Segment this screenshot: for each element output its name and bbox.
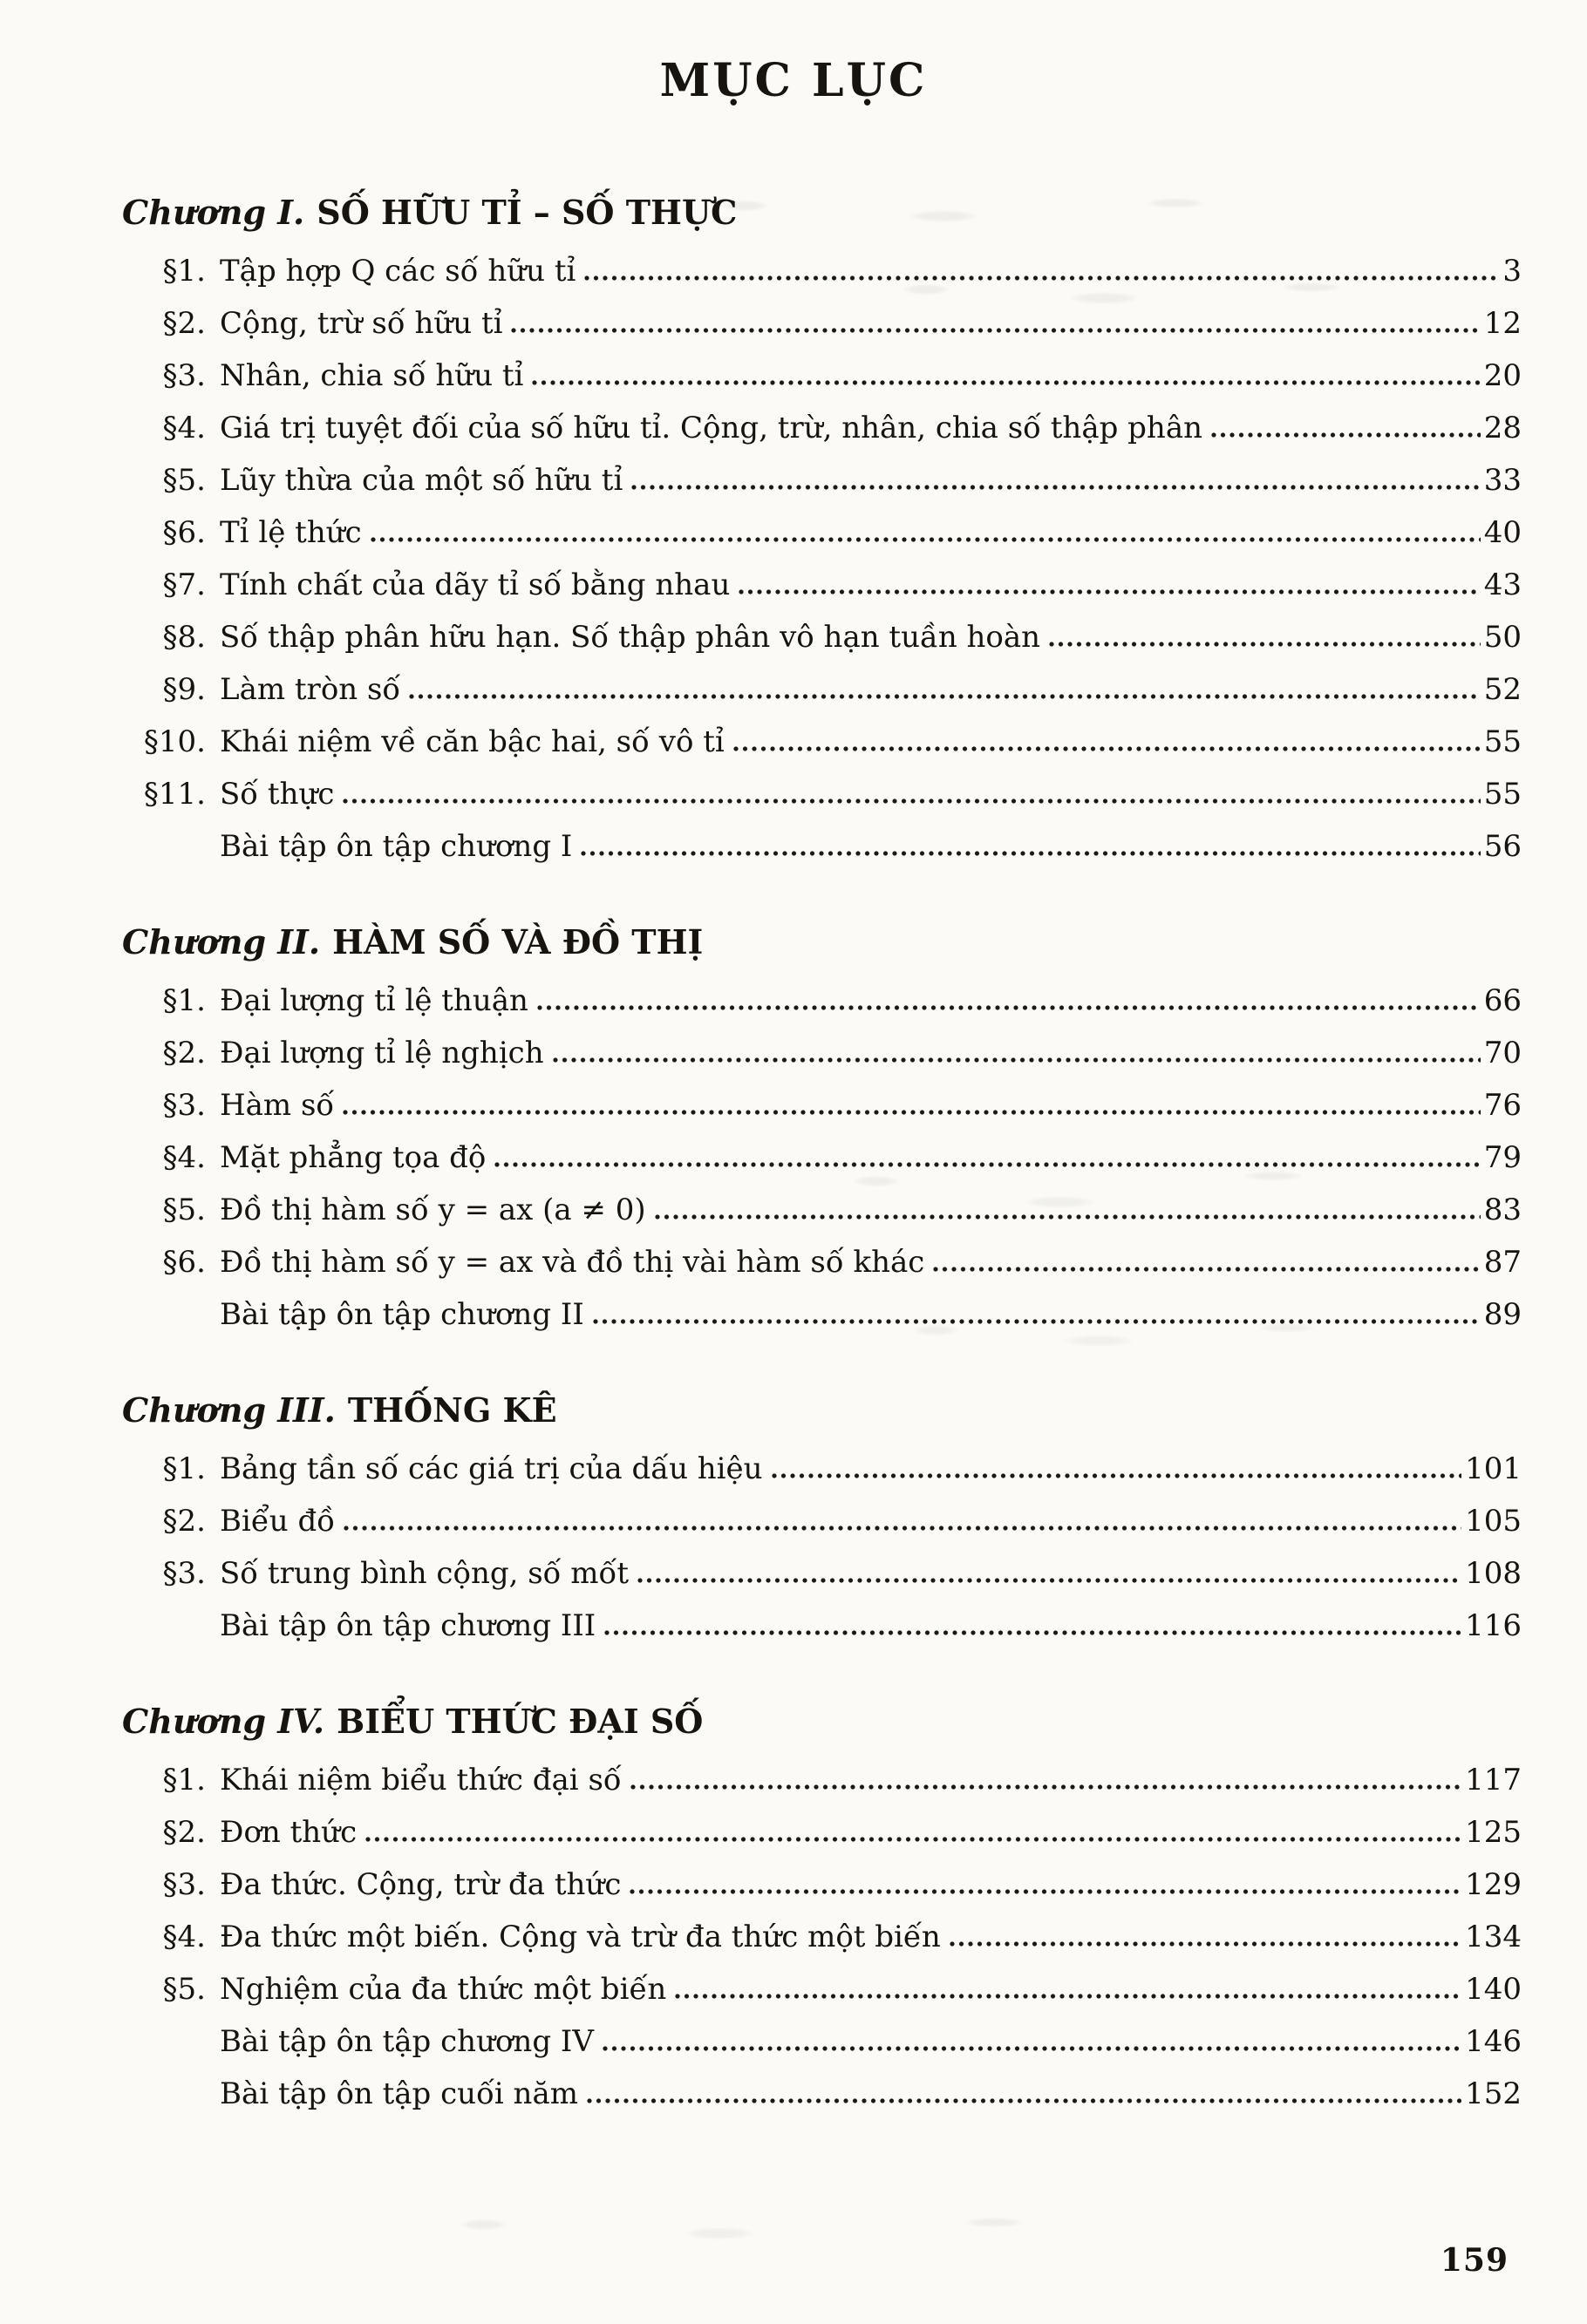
dot-leader bbox=[772, 1473, 1462, 1478]
chapter-heading bbox=[122, 191, 1522, 234]
toc-entry bbox=[122, 716, 1522, 768]
toc-entry bbox=[122, 611, 1522, 663]
entry-page-number: 108 bbox=[1465, 1556, 1522, 1591]
entry-page-number: 134 bbox=[1465, 1920, 1522, 1954]
entry-section-number: §4. bbox=[162, 1140, 206, 1175]
entry-section-number: §4. bbox=[162, 1920, 206, 1954]
entry-page-number: 66 bbox=[1483, 983, 1522, 1018]
dot-leader bbox=[343, 1110, 1481, 1115]
entry-page-number: 55 bbox=[1483, 724, 1522, 759]
entry-page-number: 117 bbox=[1465, 1763, 1522, 1797]
dot-leader bbox=[675, 1994, 1461, 1999]
entry-page-number: 55 bbox=[1483, 777, 1522, 812]
chapter-heading bbox=[122, 921, 1522, 964]
entry-page-number: 20 bbox=[1483, 358, 1522, 393]
toc-chapter bbox=[122, 1389, 1522, 1652]
toc-chapters bbox=[122, 191, 1522, 2120]
toc-entry bbox=[122, 1288, 1522, 1341]
toc-entry bbox=[122, 663, 1522, 716]
entry-section-number: §2. bbox=[162, 306, 206, 341]
dot-leader bbox=[630, 1784, 1461, 1790]
toc-entry bbox=[122, 1547, 1522, 1600]
entry-page-number: 12 bbox=[1483, 306, 1522, 341]
entry-page-number: 40 bbox=[1483, 515, 1522, 550]
toc-entry bbox=[122, 350, 1522, 402]
dot-leader bbox=[532, 380, 1480, 385]
dot-leader bbox=[553, 1057, 1481, 1063]
entry-section-number: §3. bbox=[162, 358, 206, 393]
toc-chapter bbox=[122, 1700, 1522, 2120]
chapter-heading bbox=[122, 1389, 1522, 1432]
chapter-entries bbox=[122, 1443, 1522, 1652]
entry-title: Đại lượng tỉ lệ thuận bbox=[220, 983, 528, 1018]
entry-title: Đa thức một biến. Cộng và trừ đa thức một biến bbox=[220, 1920, 941, 1954]
toc-entry bbox=[122, 1911, 1522, 1963]
dot-leader bbox=[604, 1630, 1461, 1635]
toc-chapter bbox=[122, 191, 1522, 873]
entry-section-number: §5. bbox=[162, 463, 206, 498]
entry-title: Làm tròn số bbox=[220, 672, 401, 707]
scan-smudge bbox=[366, 2207, 1151, 2251]
entry-page-number: 79 bbox=[1483, 1140, 1522, 1175]
dot-leader bbox=[593, 1319, 1481, 1324]
dot-leader bbox=[733, 746, 1481, 751]
entry-title: Bài tập ôn tập chương IV bbox=[220, 2024, 594, 2059]
toc-entry bbox=[122, 1859, 1522, 1911]
chapter-title: HÀM SỐ VÀ ĐỒ THỊ bbox=[332, 922, 704, 962]
dot-leader bbox=[371, 537, 1481, 542]
entry-section-number: §3. bbox=[162, 1088, 206, 1123]
toc-entry bbox=[122, 1027, 1522, 1079]
entry-section-number: §3. bbox=[162, 1556, 206, 1591]
entry-section-number: §2. bbox=[162, 1815, 206, 1850]
toc-entry bbox=[122, 975, 1522, 1027]
toc-entry bbox=[122, 297, 1522, 350]
entry-title: Bài tập ôn tập chương II bbox=[220, 1297, 584, 1332]
entry-title: Nhân, chia số hữu tỉ bbox=[220, 358, 524, 393]
toc-entry bbox=[122, 1184, 1522, 1236]
toc-chapter bbox=[122, 921, 1522, 1341]
toc-entry bbox=[122, 1754, 1522, 1806]
entry-section-number: §1. bbox=[162, 1763, 206, 1797]
entry-section-number: §6. bbox=[162, 515, 206, 550]
entry-title: Giá trị tuyệt đối của số hữu tỉ. Cộng, trừ, nhân, chia số thập phân bbox=[220, 411, 1202, 445]
entry-title: Bài tập ôn tập chương III bbox=[220, 1608, 596, 1643]
entry-page-number: 52 bbox=[1483, 672, 1522, 707]
toc-entry bbox=[122, 2015, 1522, 2068]
entry-page-number: 50 bbox=[1483, 620, 1522, 655]
entry-page-number: 125 bbox=[1465, 1815, 1522, 1850]
toc-page bbox=[0, 54, 1587, 2324]
entry-title: Tính chất của dãy tỉ số bằng nhau bbox=[220, 567, 731, 602]
toc-entry bbox=[122, 1495, 1522, 1547]
chapter-label: Chương I. bbox=[122, 193, 305, 232]
entry-page-number: 146 bbox=[1465, 2024, 1522, 2059]
chapter-label: Chương III. bbox=[122, 1390, 336, 1430]
dot-leader bbox=[739, 589, 1480, 595]
dot-leader bbox=[933, 1267, 1480, 1272]
entry-title: Mặt phẳng tọa độ bbox=[220, 1140, 487, 1175]
entry-page-number: 83 bbox=[1483, 1193, 1522, 1227]
entry-section-number: §1. bbox=[162, 983, 206, 1018]
entry-section-number: §5. bbox=[162, 1193, 206, 1227]
dot-leader bbox=[537, 1005, 1481, 1010]
toc-entry bbox=[122, 454, 1522, 506]
footer-page-number: 159 bbox=[1440, 2242, 1509, 2279]
entry-title: Đa thức. Cộng, trừ đa thức bbox=[220, 1867, 622, 1902]
chapter-heading bbox=[122, 1700, 1522, 1743]
chapter-title: THỐNG KÊ bbox=[347, 1390, 557, 1430]
dot-leader bbox=[637, 1578, 1461, 1583]
dot-leader bbox=[950, 1941, 1461, 1947]
entry-section-number: §6. bbox=[162, 1245, 206, 1280]
entry-page-number: 152 bbox=[1465, 2076, 1522, 2111]
page-title: MỤC LỤC bbox=[659, 54, 928, 107]
entry-title: Đồ thị hàm số y = ax và đồ thị vài hàm số khác bbox=[220, 1245, 925, 1280]
entry-section-number: §4. bbox=[162, 411, 206, 445]
toc-entry bbox=[122, 768, 1522, 820]
toc-entry bbox=[122, 506, 1522, 559]
entry-section-number: §1. bbox=[162, 254, 206, 289]
dot-leader bbox=[581, 851, 1480, 856]
toc-entry bbox=[122, 1600, 1522, 1652]
entry-section-number: §8. bbox=[162, 620, 206, 655]
toc-entry bbox=[122, 1131, 1522, 1184]
entry-page-number: 116 bbox=[1465, 1608, 1522, 1643]
entry-title: Nghiệm của đa thức một biến bbox=[220, 1972, 667, 2007]
toc-entry bbox=[122, 559, 1522, 611]
entry-page-number: 89 bbox=[1483, 1297, 1522, 1332]
entry-title: Bài tập ôn tập chương I bbox=[220, 829, 573, 864]
entry-section-number: §5. bbox=[162, 1972, 206, 2007]
entry-title: Số trung bình cộng, số mốt bbox=[220, 1556, 629, 1591]
entry-title: Khái niệm biểu thức đại số bbox=[220, 1763, 622, 1797]
dot-leader bbox=[343, 798, 1480, 804]
entry-page-number: 105 bbox=[1465, 1504, 1522, 1539]
entry-section-number: §3. bbox=[162, 1867, 206, 1902]
entry-title: Đồ thị hàm số y = ax (a ≠ 0) bbox=[220, 1193, 646, 1227]
chapter-title: SỐ HỮU TỈ – SỐ THỰC bbox=[317, 193, 738, 232]
dot-leader bbox=[494, 1162, 1480, 1167]
dot-leader bbox=[584, 275, 1499, 281]
entry-section-number: §2. bbox=[162, 1504, 206, 1539]
entry-page-number: 43 bbox=[1483, 567, 1522, 602]
chapter-entries bbox=[122, 245, 1522, 873]
dot-leader bbox=[409, 694, 1480, 699]
toc-entry bbox=[122, 402, 1522, 454]
chapter-entries bbox=[122, 975, 1522, 1341]
entry-title: Bảng tần số các giá trị của dấu hiệu bbox=[220, 1451, 763, 1486]
toc-entry bbox=[122, 1079, 1522, 1131]
dot-leader bbox=[1211, 432, 1481, 438]
entry-page-number: 129 bbox=[1465, 1867, 1522, 1902]
chapter-title: BIỂU THỨC ĐẠI SỐ bbox=[337, 1702, 704, 1741]
entry-section-number: §10. bbox=[143, 724, 206, 759]
dot-leader bbox=[587, 2098, 1461, 2103]
entry-page-number: 56 bbox=[1483, 829, 1522, 864]
entry-title: Đơn thức bbox=[220, 1815, 358, 1850]
entry-title: Bài tập ôn tập cuối năm bbox=[220, 2076, 578, 2111]
toc-entry bbox=[122, 2068, 1522, 2120]
entry-section-number: §7. bbox=[162, 567, 206, 602]
entry-page-number: 76 bbox=[1483, 1088, 1522, 1123]
entry-page-number: 70 bbox=[1483, 1036, 1522, 1070]
toc-entry bbox=[122, 1443, 1522, 1495]
dot-leader bbox=[344, 1526, 1461, 1531]
entry-page-number: 33 bbox=[1483, 463, 1522, 498]
chapter-label: Chương II. bbox=[122, 922, 321, 962]
dot-leader bbox=[603, 2046, 1461, 2051]
dot-leader bbox=[511, 328, 1480, 333]
entry-title: Hàm số bbox=[220, 1088, 335, 1123]
entry-title: Biểu đồ bbox=[220, 1504, 336, 1539]
entry-page-number: 3 bbox=[1502, 254, 1522, 289]
entry-page-number: 28 bbox=[1483, 411, 1522, 445]
entry-title: Số thập phân hữu hạn. Số thập phân vô hạn tuần hoàn bbox=[220, 620, 1041, 655]
entry-title: Lũy thừa của một số hữu tỉ bbox=[220, 463, 623, 498]
entry-section-number: §11. bbox=[143, 777, 206, 812]
entry-title: Cộng, trừ số hữu tỉ bbox=[220, 306, 503, 341]
toc-entry bbox=[122, 245, 1522, 297]
entry-section-number: §9. bbox=[162, 672, 206, 707]
dot-leader bbox=[631, 485, 1480, 490]
dot-leader bbox=[365, 1837, 1461, 1842]
entry-section-number: §1. bbox=[162, 1451, 206, 1486]
toc-entry bbox=[122, 1806, 1522, 1859]
scanned-book-page bbox=[0, 54, 1587, 2324]
dot-leader bbox=[655, 1214, 1481, 1220]
toc-entry bbox=[122, 820, 1522, 873]
entry-title: Đại lượng tỉ lệ nghịch bbox=[220, 1036, 544, 1070]
entry-page-number: 101 bbox=[1465, 1451, 1522, 1486]
entry-section-number: §2. bbox=[162, 1036, 206, 1070]
entry-title: Tỉ lệ thức bbox=[220, 515, 362, 550]
dot-leader bbox=[1049, 642, 1481, 647]
entry-title: Tập hợp Q các số hữu tỉ bbox=[220, 254, 576, 289]
entry-title: Số thực bbox=[220, 777, 335, 812]
entry-page-number: 140 bbox=[1465, 1972, 1522, 2007]
chapter-label: Chương IV. bbox=[122, 1702, 325, 1741]
toc-entry bbox=[122, 1236, 1522, 1288]
entry-page-number: 87 bbox=[1483, 1245, 1522, 1280]
dot-leader bbox=[630, 1889, 1461, 1894]
chapter-entries bbox=[122, 1754, 1522, 2120]
entry-title: Khái niệm về căn bậc hai, số vô tỉ bbox=[220, 724, 725, 759]
toc-entry bbox=[122, 1963, 1522, 2015]
